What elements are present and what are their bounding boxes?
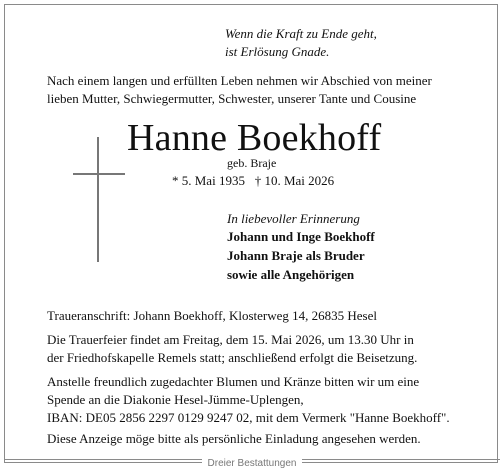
paragraph-line: der Friedhofskapelle Remels statt; anschließend erfolgt die Beisetzung. <box>47 350 418 365</box>
deceased-name: Hanne Boekhoff <box>127 117 382 159</box>
paragraph-line: Spende an die Diakonie Hesel-Jümme-Uplengen, <box>47 392 304 407</box>
invitation-paragraph <box>47 430 421 448</box>
service-paragraph <box>47 331 417 367</box>
cross-vertical-bar <box>97 137 99 262</box>
paragraph-line: IBAN: DE05 2856 2297 0129 9247 02, mit dem Vermerk "Hanne Boekhoff". <box>47 410 450 425</box>
memorial-phrase: In liebevoller Erinnerung <box>227 211 360 226</box>
paragraph-line: Die Trauerfeier findet am Freitag, dem 15. Mai 2026, um 13.30 Uhr in <box>47 332 414 347</box>
death-notice <box>4 4 498 463</box>
paragraph-line: Diese Anzeige möge bitte als persönliche Einladung angesehen werden. <box>47 431 421 446</box>
paragraph-line: Traueranschrift: Johann Boekhoff, Klosterweg 14, 26835 Hesel <box>47 308 377 323</box>
mourners-list <box>227 227 375 284</box>
mourner-line: sowie alle Angehörigen <box>227 267 355 282</box>
address-paragraph <box>47 307 377 325</box>
cross-horizontal-bar <box>73 173 125 175</box>
intro-line: Nach einem langen und erfüllten Leben nehmen wir Abschied von meiner <box>47 73 432 88</box>
motto-line: Wenn die Kraft zu Ende geht, <box>225 26 377 41</box>
intro-text <box>47 72 432 108</box>
motto-line: ist Erlösung Gnade. <box>225 44 330 59</box>
footer <box>0 453 504 471</box>
motto <box>225 25 377 61</box>
intro-line: lieben Mutter, Schwiegermutter, Schwester, unserer Tante und Cousine <box>47 91 417 106</box>
donation-paragraph <box>47 373 450 427</box>
mourner-line: Johann Braje als Bruder <box>227 248 365 263</box>
maiden-name: geb. Braje <box>227 156 277 170</box>
mourner-line: Johann und Inge Boekhoff <box>227 229 375 244</box>
funeral-home-name: Dreier Bestattungen <box>202 457 303 470</box>
paragraph-line: Anstelle freundlich zugedachter Blumen und Kränze bitten wir um eine <box>47 374 420 389</box>
life-dates: * 5. Mai 1935 † 10. Mai 2026 <box>172 173 335 188</box>
